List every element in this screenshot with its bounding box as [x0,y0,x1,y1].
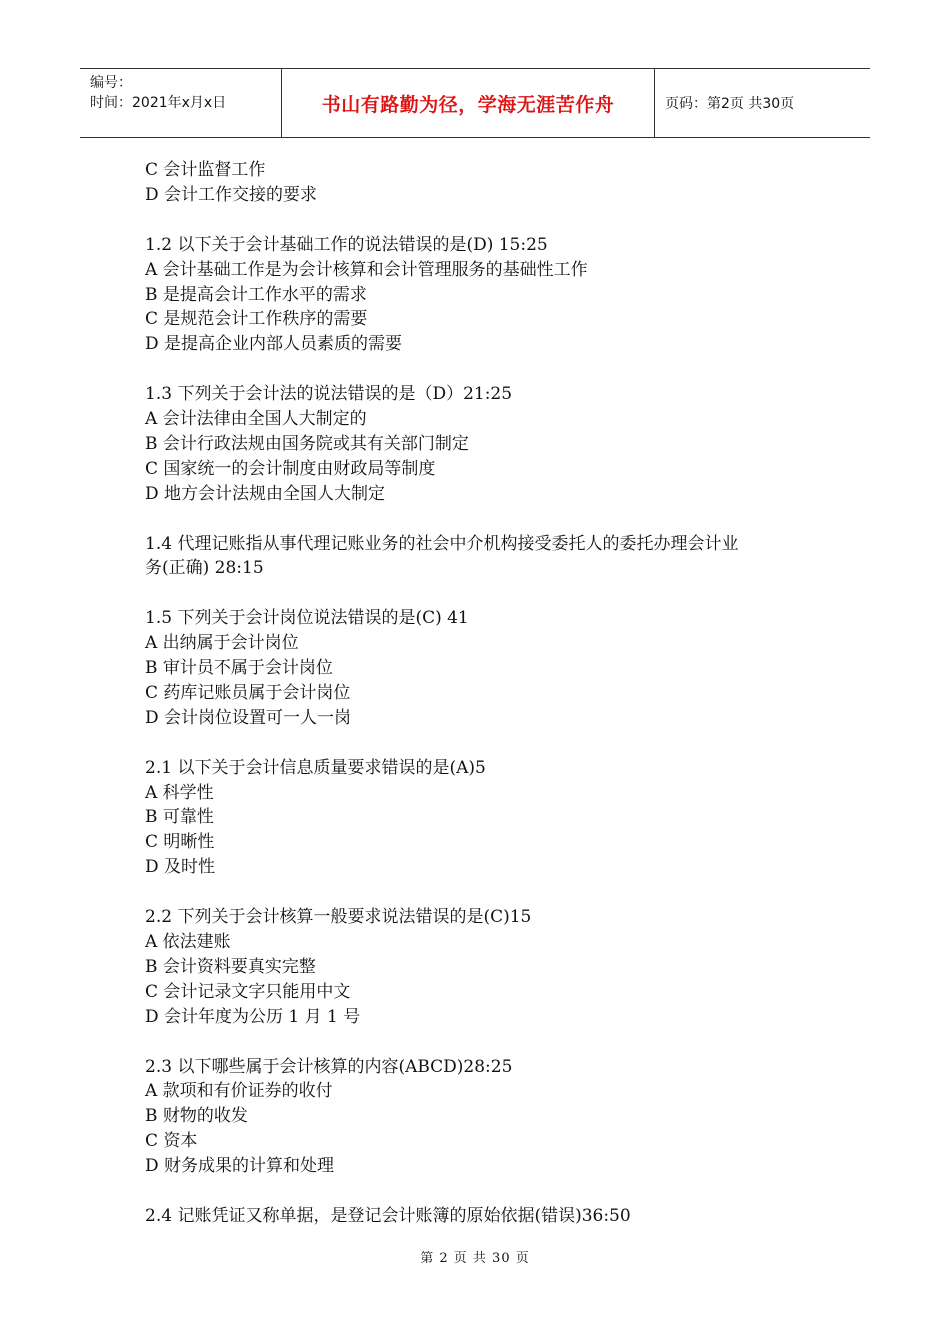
header-meta [80,69,282,137]
document-body [145,158,825,1229]
block-spacer [145,1030,825,1055]
option-line: B 审计员不属于会计岗位 [145,658,333,679]
option-line: D 会计年度为公历 1 月 1 号 [145,1006,361,1027]
header-motto: 书山有路勤为径，学海无涯苦作舟 [282,69,655,137]
option-line: C 资本 [145,1131,198,1152]
option-line: C 明晰性 [145,832,215,853]
option-line: D 会计岗位设置可一人一岗 [145,707,352,728]
option-line: C 会计记录文字只能用中文 [145,981,351,1002]
option-line: D 地方会计法规由全国人大制定 [145,483,386,504]
question-line: 2.2 下列关于会计核算一般要求说法错误的是(C)15 [145,907,532,928]
question-line: 2.3 以下哪些属于会计核算的内容(ABCD)28:25 [145,1056,513,1077]
question-block [145,233,825,358]
option-line: A 会计法律由全国人大制定的 [145,409,367,430]
option-line: B 会计行政法规由国务院或其有关部门制定 [145,433,469,454]
question-block [145,158,825,208]
block-spacer [145,208,825,233]
question-line: 1.5 下列关于会计岗位说法错误的是(C) 41 [145,608,469,629]
block-spacer [145,880,825,905]
question-line: 2.4 记账凭证又称单据，是登记会计账簿的原始依据(错误)36:50 [145,1205,631,1226]
option-line: D 及时性 [145,857,216,878]
question-block [145,1055,825,1180]
header-page-info: 页码：第2页 共30页 [665,96,795,112]
block-spacer [145,507,825,532]
question-block [145,382,825,507]
question-line: 1.2 以下关于会计基础工作的说法错误的是(D) 15:25 [145,234,548,255]
question-block [145,532,825,582]
block-spacer [145,357,825,382]
question-block [145,606,825,731]
option-line: A 会计基础工作是为会计核算和会计管理服务的基础性工作 [145,259,588,280]
option-line: C 药库记账员属于会计岗位 [145,682,351,703]
question-block [145,1204,825,1229]
question-block [145,905,825,1030]
block-spacer [145,731,825,756]
option-line: B 财物的收发 [145,1106,248,1127]
question-block [145,756,825,881]
option-line: A 款项和有价证券的收付 [145,1081,333,1102]
option-line: 务(正确) 28:15 [145,558,264,579]
option-line: B 是提高会计工作水平的需求 [145,284,367,305]
option-line: C 国家统一的会计制度由财政局等制度 [145,458,436,479]
option-line: D 财务成果的计算和处理 [145,1156,335,1177]
option-line: A 出纳属于会计岗位 [145,633,299,654]
option-line: B 可靠性 [145,807,214,828]
question-line: 1.3 下列关于会计法的说法错误的是（D）21:25 [145,384,513,405]
number-label: 编号： [90,75,132,91]
time-label: 时间：2021年x月x日 [90,95,227,111]
block-spacer [145,581,825,606]
option-line: A 科学性 [145,782,214,803]
question-line: C 会计监督工作 [145,160,266,180]
option-line: A 依法建账 [145,932,231,952]
option-line: C 是规范会计工作秩序的需要 [145,309,368,330]
page-footer: 第 2 页 共 30 页 [420,1251,530,1266]
option-line: B 会计资料要真实完整 [145,956,316,977]
page-header [80,68,870,138]
option-line: D 是提高企业内部人员素质的需要 [145,334,403,355]
option-line: D 会计工作交接的要求 [145,184,318,205]
block-spacer [145,1179,825,1204]
question-line: 2.1 以下关于会计信息质量要求错误的是(A)5 [145,757,486,778]
question-line: 1.4 代理记账指从事代理记账业务的社会中介机构接受委托人的委托办理会计业 [145,533,739,554]
